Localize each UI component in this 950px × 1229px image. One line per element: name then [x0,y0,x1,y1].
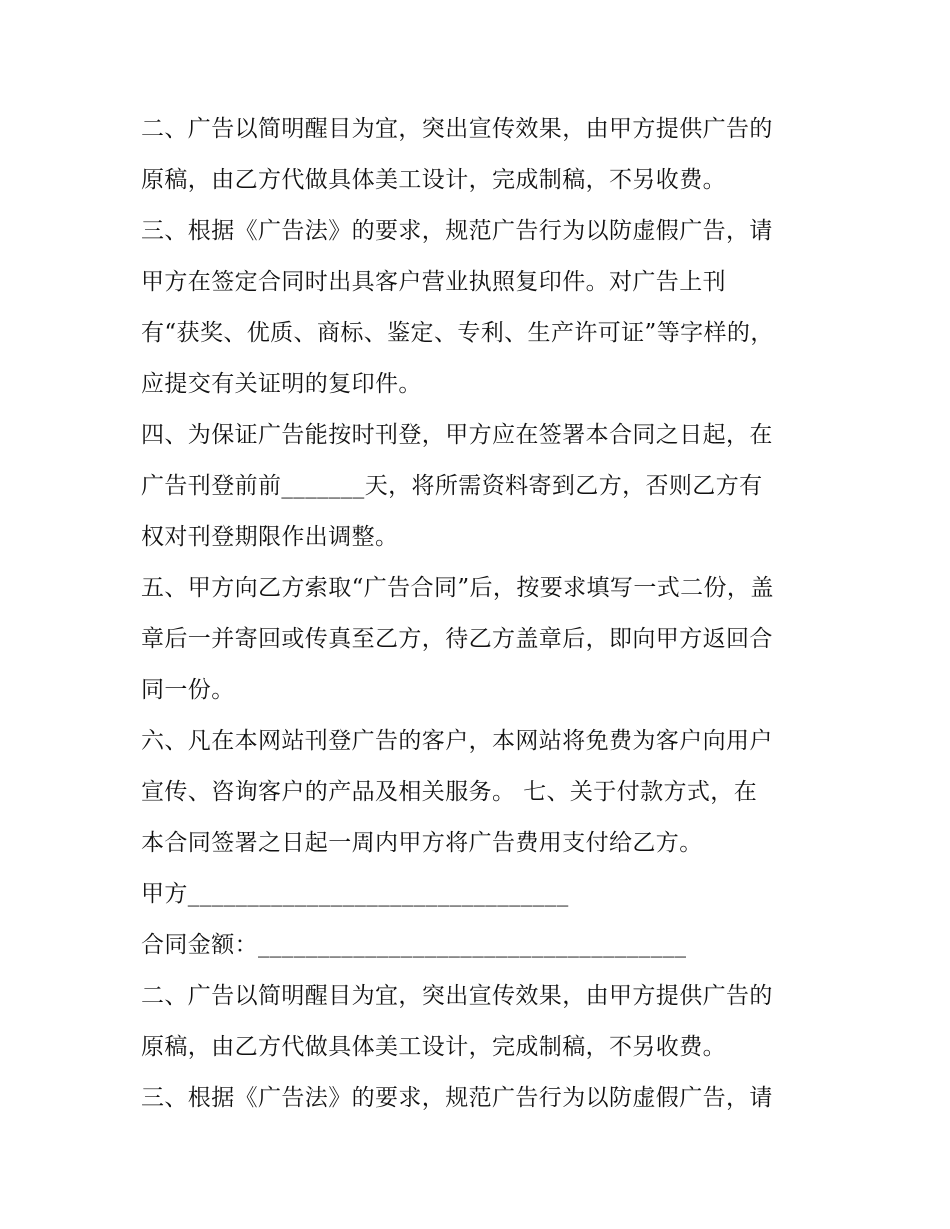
text-line: 章后一并寄回或传真至乙方，待乙方盖章后，即向甲方返回合 [141,626,773,652]
text-line: 本合同签署之日起一周内甲方将广告费用支付给乙方。 [141,830,703,856]
text-line: 三、根据《广告法》的要求，规范广告行为以防虚假广告，请 [141,218,773,244]
text-line: 原稿，由乙方代做具体美工设计，完成制稿，不另收费。 [141,167,726,193]
text-line: 应提交有关证明的复印件。 [141,371,422,397]
text-line: 广告刊登前前_______天，将所需资料寄到乙方，否则乙方有 [141,473,763,499]
party-a-field: 甲方________________________________ [141,881,569,907]
text-line: 同一份。 [141,677,235,703]
text-line: 五、甲方向乙方索取“广告合同”后，按要求填写一式二份，盖 [141,575,774,601]
text-line: 四、为保证广告能按时刊登，甲方应在签署本合同之日起，在 [141,422,773,448]
text-line: 六、凡在本网站刊登广告的客户，本网站将免费为客户向用户 [141,728,773,754]
text-line: 权对刊登期限作出调整。 [141,524,399,550]
text-line: 二、广告以简明醒目为宜，突出宣传效果，由甲方提供广告的 [141,116,773,142]
text-line: 甲方在签定合同时出具客户营业执照复印件。对广告上刊 [141,269,726,295]
text-line: 二、广告以简明醒目为宜，突出宣传效果，由甲方提供广告的 [141,983,773,1009]
text-line: 原稿，由乙方代做具体美工设计，完成制稿，不另收费。 [141,1034,726,1060]
contract-amount-field: 合同金额：____________________________________ [141,932,687,958]
document-body [141,104,821,1124]
text-line: 有“获奖、优质、商标、鉴定、专利、生产许可证”等字样的， [141,320,774,346]
text-line: 三、根据《广告法》的要求，规范广告行为以防虚假广告，请 [141,1085,773,1111]
text-line: 宣传、咨询客户的产品及相关服务。 七、关于付款方式，在 [141,779,758,805]
